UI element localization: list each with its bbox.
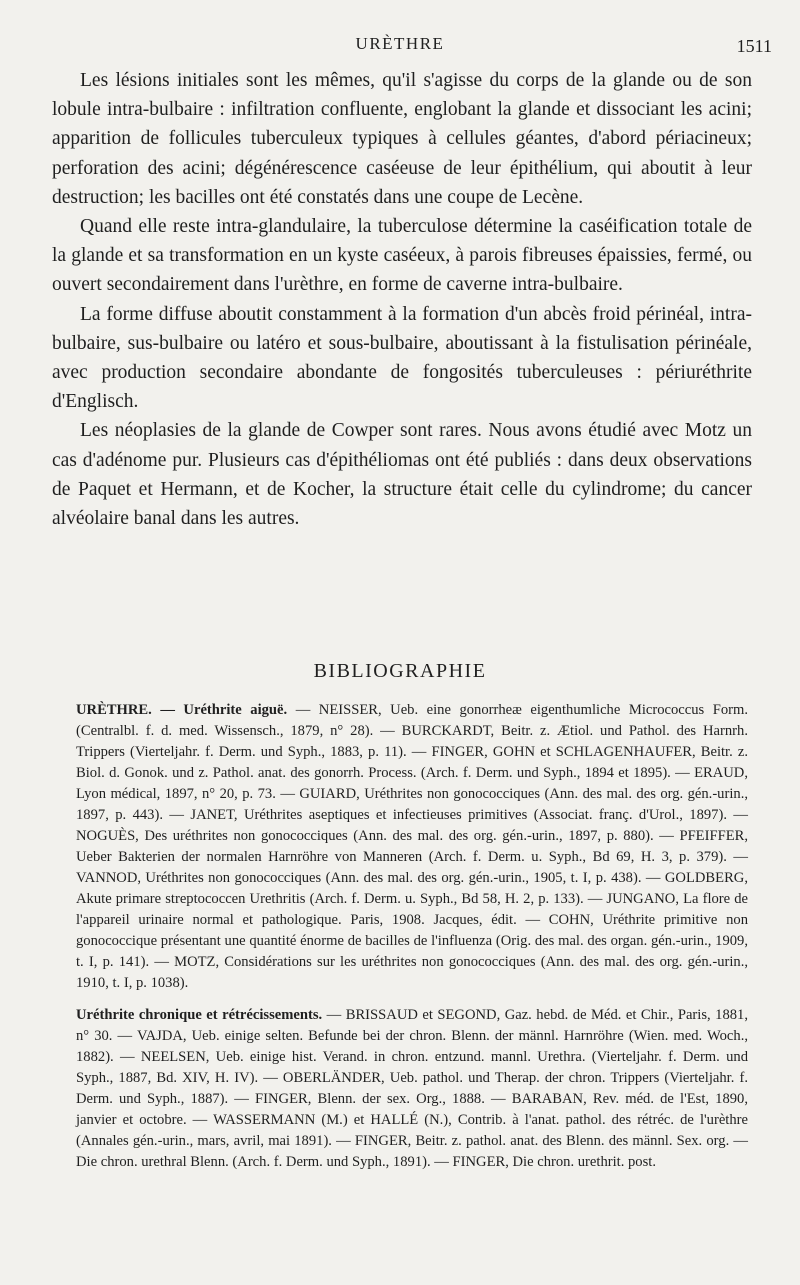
bibliography-entry-heading: Uréthrite chronique et rétrécissements. <box>76 1007 323 1023</box>
running-head <box>0 30 800 56</box>
bibliography-list <box>76 700 748 1184</box>
bibliography-entry <box>76 1005 748 1173</box>
bibliography-entry-text: — BRISSAUD et SEGOND, Gaz. hebd. de Méd. et Chir., Paris, 1881, n° 30. — VAJDA, Ueb. einige selten. Befunde bei der chron. Blenn. der männl. Harnröhre (Wien. med. Woch., 1882). — NEELSEN, Ueb. einige hist. Verand. in chron. entzund. mannl. Urethra. (Vierteljahr. f. Derm. und Syph., 1887, Bd. XIV, H. IV). — OBERLÄNDER, Ueb. pathol. und Therap. der chron. Trippers (Vierteljahr. f. Derm. und Syph., 1887). — FINGER, Blenn. der sex. Org., 1888. — BARABAN, Rev. méd. de l'Est, 1890, janvier et octobre. — WASSERMANN (M.) et HALLÉ (N.), Contrib. à l'anat. pathol. des rétréc. de l'urèthre (Annales gén.-urin., mars, avril, mai 1891). — FINGER, Beitr. z. pathol. anat. des Blenn. des männl. Sex. org. — Die chron. urethral Blenn. (Arch. f. Derm. und Syph., 1891). — FINGER, Die chron. urethrit. post. <box>76 1007 748 1170</box>
bibliography-entry <box>76 700 748 994</box>
paragraph: Les lésions initiales sont les mêmes, qu'il s'agisse du corps de la glande ou de son lobule intra-bulbaire : infiltration confluente, englobant la glande et dissociant les acini; apparition de follicules tuberculeux typiques à cellules géantes, d'abord périacineux; perforation des acini; dégénérescence caséeuse de leur épithélium, qui aboutit à leur destruction; les bacilles ont été constatés dans une coupe de Lecène. <box>52 70 752 208</box>
page-number: 1511 <box>736 36 772 56</box>
bibliography-entry-text: — NEISSER, Ueb. eine gonorrheæ eigenthumliche Micrococcus Form. (Centralbl. f. d. med. Wissensch., 1879, n° 28). — BURCKARDT, Beitr. z. Ætiol. und Pathol. des Harnrh. Trippers (Vierteljahr. f. Derm. und Syph., 1883, p. 11). — FINGER, GOHN et SCHLAGENHAUFER, Beitr. z. Biol. d. Gonok. und z. Pathol. anat. des gonorrh. Process. (Arch. f. Derm. und Syph., 1894 et 1895). — ERAUD, Lyon médical, 1897, n° 20, p. 73. — GUIARD, Uréthrites non gonococciques (Ann. des mal. des org. gén.-urin., 1897, p. 443). — JANET, Uréthrites aseptiques et infectieuses primitives (Associat. franç. d'Urol., 1897). — NOGUÈS, Des uréthrites non gonococciques (Ann. des mal. des org. gén.-urin., 1897, p. 880). — PFEIFFER, Ueber Bakterien der normalen Harnröhre von Manneren (Arch. f. Derm. u. Syph., Bd 69, H. 3, p. 379). — VANNOD, Uréthrites non gonococciques (Ann. des mal. des org. gén.-urin., 1905, t. I, p. 438). — GOLDBERG, Akute primare streptococcen Urethritis (Arch. f. Derm. u. Syph., Bd 58, H. 2, p. 133). — JUNGANO, La flore de l'appareil urinaire normal et pathologique. Paris, 1908. Jacques, édit. — COHN, Uréthrite primitive non gonococcique présentant une quantité énorme de bacilles de l'influenza (Orig. des mal. des organ. gén.-urin., 1909, t. I, p. 141). — MOTZ, Considérations sur les uréthrites non gonococciques (Ann. des mal. des org. gén.-urin., 1910, t. I, p. 1038). <box>76 702 748 991</box>
body-text <box>52 66 752 533</box>
paragraph: Quand elle reste intra-glandulaire, la tuberculose détermine la caséification totale de la glande et sa transformation en un kyste caséeux, à parois fibreuses épaissies, fermé, ou ouvert secondairement dans l'urèthre, en forme de caverne intra-bulbaire. <box>52 216 752 296</box>
paragraph: La forme diffuse aboutit constamment à la formation d'un abcès froid périnéal, intra-bulbaire, sus-bulbaire ou latéro et sous-bulbaire, aboutissant à la fistulisation périnéale, avec production secondaire abondante de fongosités tuberculeuses : périuréthrite d'Englisch. <box>52 303 752 413</box>
paragraph: Les néoplasies de la glande de Cowper sont rares. Nous avons étudié avec Motz un cas d'adénome pur. Plusieurs cas d'épithéliomas ont été publiés : dans deux observations de Paquet et Hermann, et de Kocher, la structure était celle du cylindrome; du cancer alvéolaire banal dans les autres. <box>52 420 752 530</box>
running-title: URÈTHRE <box>355 34 445 53</box>
bibliography-entry-heading: URÈTHRE. — Uréthrite aiguë. <box>76 702 288 718</box>
bibliography-title: BIBLIOGRAPHIE <box>313 660 487 682</box>
